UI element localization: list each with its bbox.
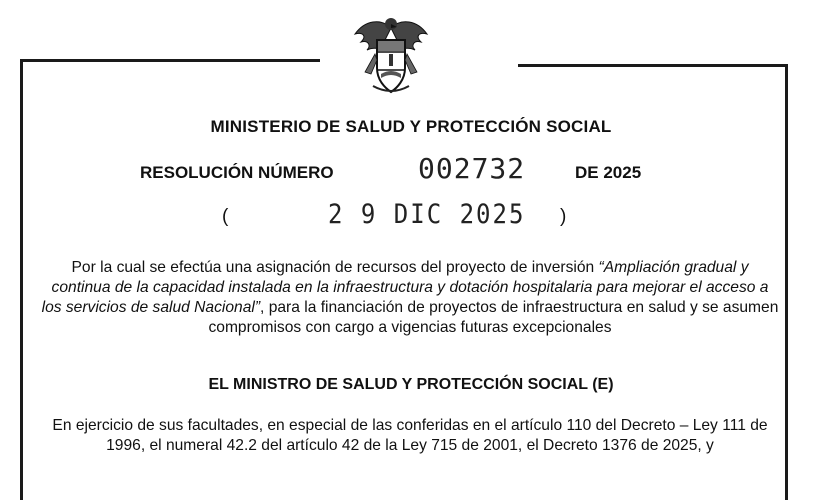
header-rule-left — [20, 59, 320, 62]
ministry-name: MINISTERIO DE SALUD Y PROTECCIÓN SOCIAL — [210, 117, 612, 136]
date-close-paren: ) — [560, 206, 567, 227]
resolution-number: 002732 — [418, 152, 526, 185]
resolution-year: DE 2025 — [575, 163, 642, 182]
minister-heading: EL MINISTRO DE SALUD Y PROTECCIÓN SOCIAL (E) — [208, 376, 614, 393]
preamble-text: En ejercicio de sus facultades, en especial de las conferidas en el artículo 110 del Decreto – Ley 111 de 1996, el numeral 42.2 del artículo 42 de la Ley 715 de 2001, el Decreto 1376 de 2025, y — [52, 417, 768, 454]
summary-lead: Por la cual se efectúa una asignación de recursos del proyecto de inversión — [71, 259, 599, 276]
resolution-summary — [40, 258, 780, 338]
project-title: “Ampliación gradual y continua de la capacidad instalada en la infraestructura y dotación hospitalaria para mejorar el acceso a los servicios de salud Nacional” — [41, 259, 769, 316]
resolution-date: 2 9 DIC 2025 — [328, 198, 526, 230]
header-rule-right — [518, 64, 788, 67]
summary-tail: , para la financiación de proyectos de infraestructura en salud y se asumen compromisos con cargo a vigencias futuras excepcionales — [208, 299, 779, 336]
resolution-label: RESOLUCIÓN NÚMERO — [140, 163, 334, 182]
date-open-paren: ( — [222, 206, 229, 227]
coat-of-arms-icon — [345, 8, 437, 100]
